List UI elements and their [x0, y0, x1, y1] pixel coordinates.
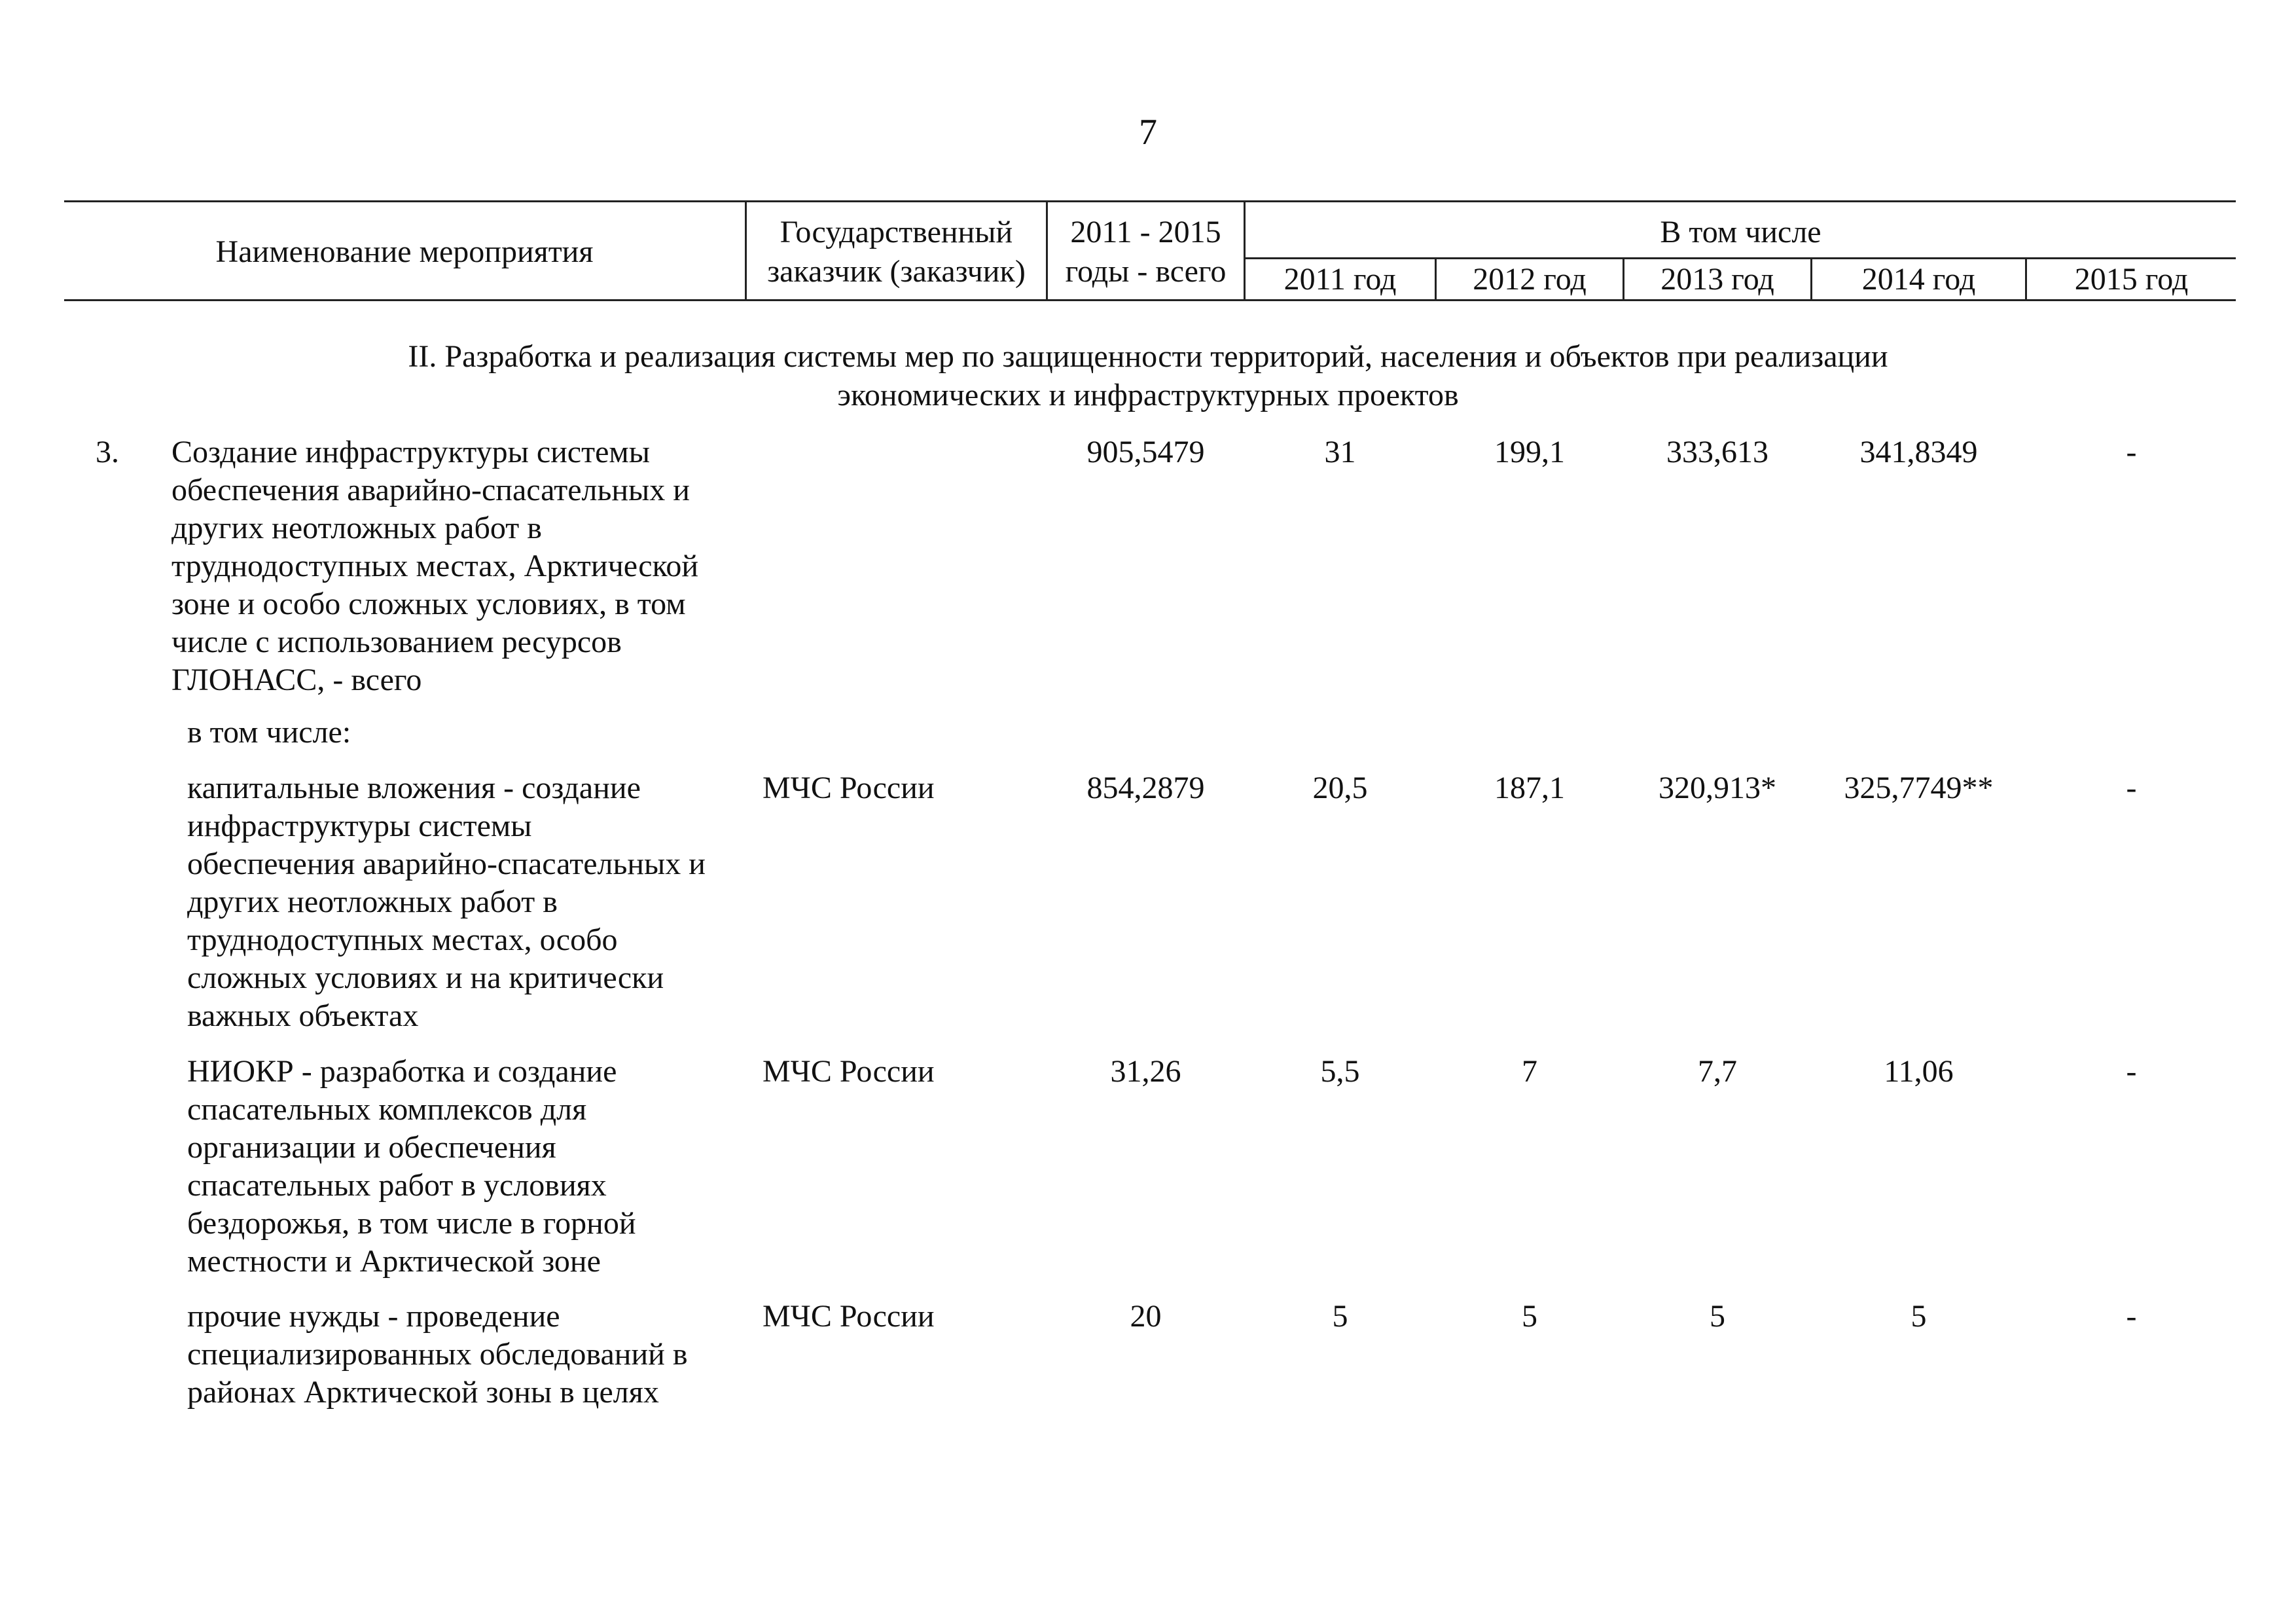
- row-2014: 341,8349: [1859, 435, 1978, 469]
- header-year-2013: 2013 год: [1660, 262, 1774, 297]
- row-2015: -: [2126, 1299, 2137, 1334]
- row-2014: 11,06: [1884, 1054, 1954, 1089]
- row-2011: 5,5: [1320, 1054, 1360, 1089]
- row-name: капитальные вложения - создание инфраструктуры системы обеспечения аварийно-спасательных и других неотложных работ в труднодоступных местах, особо сложных условиях и на критически важных объектах: [187, 771, 706, 1033]
- row-2011: 20,5: [1312, 771, 1368, 805]
- page-number: 7: [1139, 112, 1157, 153]
- row-2015: -: [2126, 771, 2137, 805]
- header-including: В том числе: [1660, 215, 1821, 249]
- header-customer-line2: заказчик (заказчик): [767, 254, 1026, 289]
- row-name: прочие нужды - проведение специализированных обследований в районах Арктической зоны в целях: [187, 1299, 688, 1410]
- row-total: 20: [1130, 1299, 1162, 1334]
- header-year-2014: 2014 год: [1861, 262, 1976, 297]
- row-2013: 5: [1710, 1299, 1725, 1334]
- row-2012: 7: [1522, 1054, 1537, 1089]
- row-total: 854,2879: [1086, 771, 1205, 805]
- row-customer: МЧС России: [762, 771, 935, 805]
- header-subrule: [1244, 257, 2236, 259]
- header-total-line2: годы - всего: [1065, 254, 1227, 289]
- row-customer: МЧС России: [762, 1299, 935, 1334]
- row-2015: -: [2126, 1054, 2137, 1089]
- section-title-line2: экономических и инфраструктурных проектов: [837, 378, 1459, 412]
- header-top-rule: [64, 200, 2236, 202]
- row-including-label: в том числе:: [187, 715, 351, 750]
- header-name: Наименование мероприятия: [215, 234, 594, 269]
- row-2011: 31: [1324, 435, 1356, 469]
- row-total: 31,26: [1110, 1054, 1181, 1089]
- header-year-2011: 2011 год: [1283, 262, 1397, 297]
- row-name: Создание инфраструктуры системы обеспечения аварийно-спасательных и других неотложных работ в труднодоступных местах, Арктической зоне и особо сложных условиях, в том числе с использованием ресурсов ГЛОНАСС, - всего: [171, 435, 699, 697]
- row-2012: 187,1: [1494, 771, 1565, 805]
- row-2013: 320,913*: [1659, 771, 1776, 805]
- row-2011: 5: [1332, 1299, 1348, 1334]
- header-bottom-rule: [64, 299, 2236, 301]
- row-number: 3.: [96, 435, 119, 469]
- header-total-line1: 2011 - 2015: [1070, 215, 1221, 249]
- row-name: НИОКР - разработка и создание спасательных комплексов для организации и обеспечения спасательных работ в условиях бездорожья, в том числе в горной местности и Арктической зоне: [187, 1054, 636, 1279]
- row-customer: МЧС России: [762, 1054, 935, 1089]
- row-2014: 5: [1910, 1299, 1927, 1334]
- header-year-2012: 2012 год: [1473, 262, 1587, 297]
- section-title-line1: II. Разработка и реализация системы мер по защищенности территорий, населения и объектов при реализации: [408, 339, 1888, 374]
- row-2014: 325,7749**: [1844, 771, 1994, 805]
- header-customer-line1: Государственный: [780, 215, 1013, 249]
- row-total: 905,5479: [1086, 435, 1205, 469]
- section-title: [0, 337, 2296, 414]
- row-2012: 5: [1522, 1299, 1537, 1334]
- row-2012: 199,1: [1494, 435, 1565, 469]
- row-2013: 7,7: [1698, 1054, 1737, 1089]
- row-2013: 333,613: [1666, 435, 1768, 469]
- header-year-2015: 2015 год: [2074, 262, 2189, 297]
- row-2015: -: [2126, 435, 2137, 469]
